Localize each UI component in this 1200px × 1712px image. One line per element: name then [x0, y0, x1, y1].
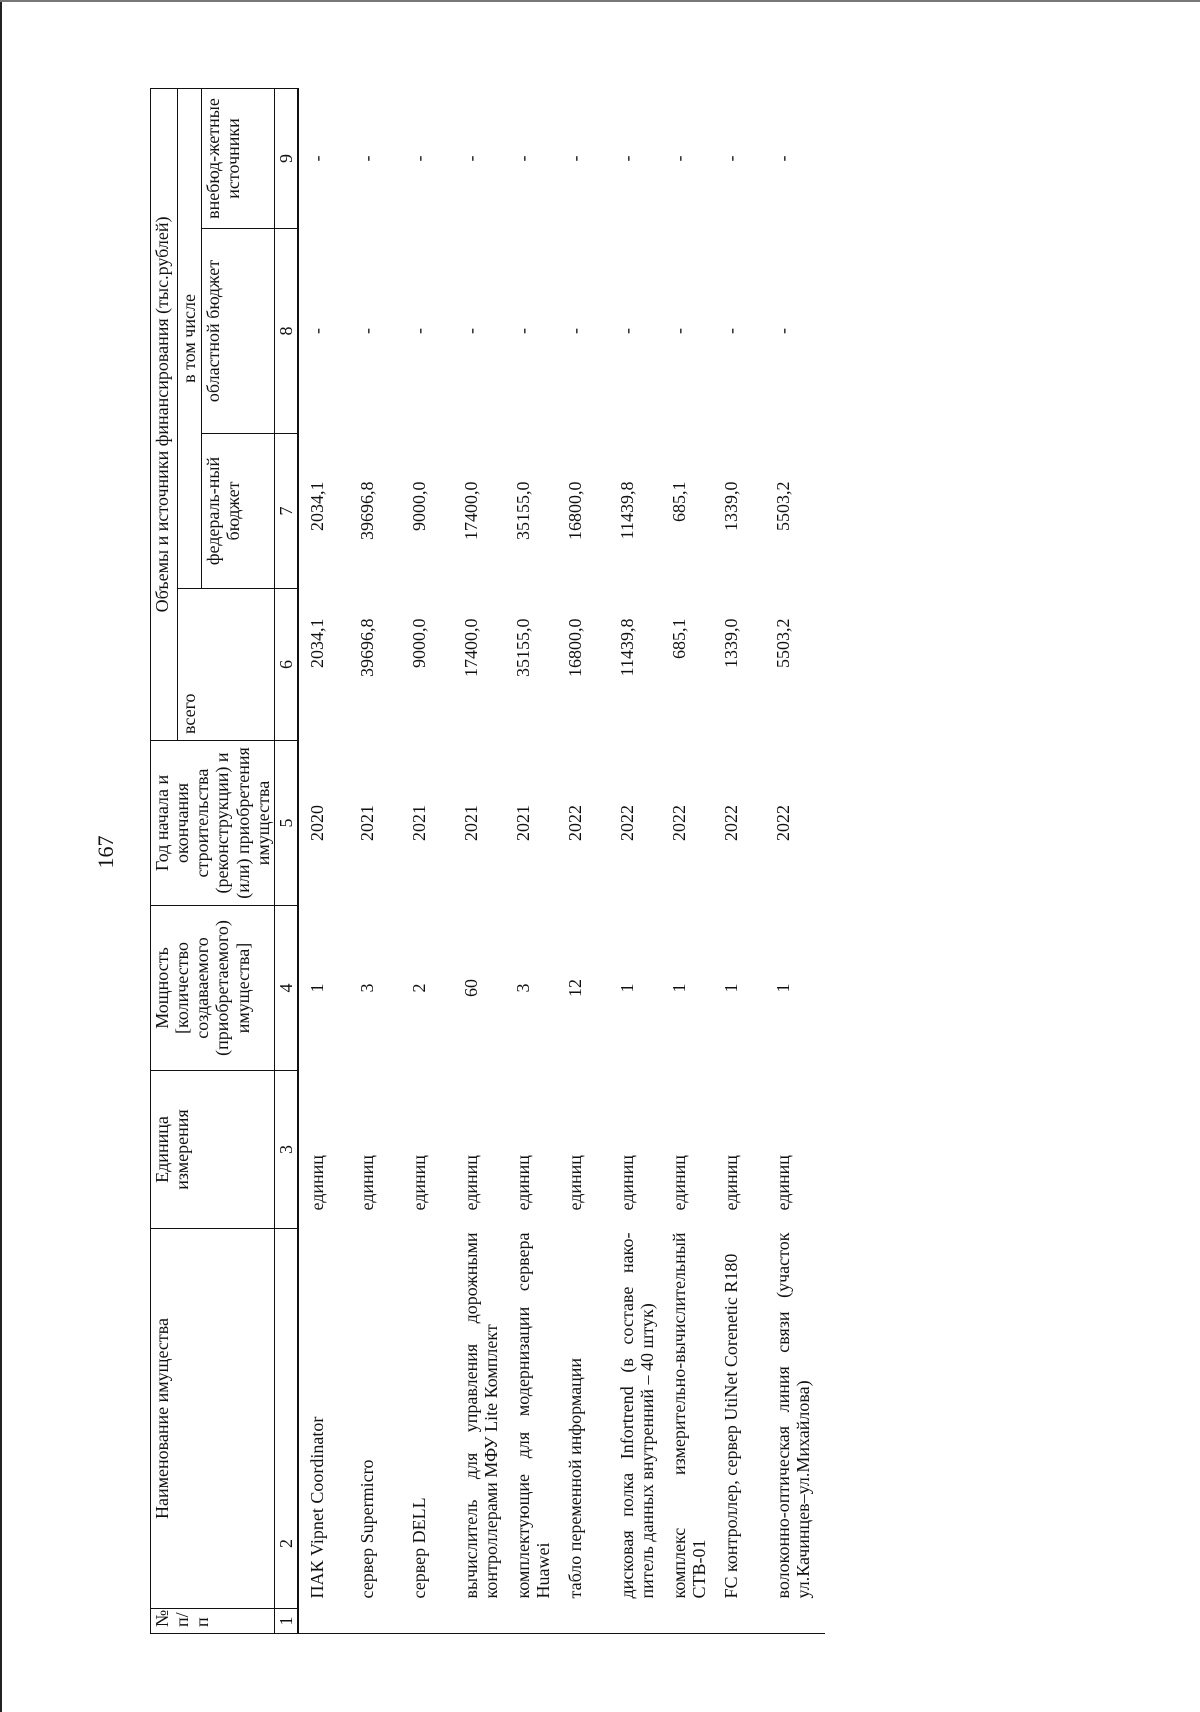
row-unit: единиц	[668, 1155, 689, 1211]
row-year: 2022	[772, 805, 793, 841]
row-name: FC контроллер, сервер UtiNet Corenetic R180	[720, 1253, 741, 1599]
row-num	[773, 1609, 825, 1634]
row-unit: единиц	[356, 1155, 377, 1211]
row-num	[409, 1609, 461, 1634]
row-federal: 16800,0	[564, 481, 585, 540]
header-unit: Единица измерения	[151, 1071, 275, 1229]
row-qty: 1	[306, 983, 327, 993]
row-extra: -	[460, 155, 481, 162]
table-row	[513, 88, 565, 1633]
row-federal: 1339,0	[720, 481, 741, 531]
row-qty: 1	[720, 983, 741, 993]
row-total: 35155,0	[512, 618, 533, 677]
header-total: всего	[178, 589, 275, 741]
row-qty: 3	[356, 983, 377, 993]
row-federal: 5503,2	[772, 481, 793, 531]
row-num	[461, 1609, 513, 1634]
row-num	[721, 1609, 773, 1634]
property-table	[150, 88, 825, 1634]
row-federal: 9000,0	[408, 481, 429, 531]
column-number: 9	[274, 88, 298, 228]
row-total: 17400,0	[460, 618, 481, 677]
row-num	[669, 1609, 721, 1634]
row-qty: 2	[408, 983, 429, 993]
table-row	[773, 88, 825, 1633]
row-federal: 2034,1	[306, 481, 327, 531]
row-total: 39696,8	[356, 618, 377, 677]
column-number: 7	[274, 434, 298, 589]
row-unit: единиц	[616, 1155, 637, 1211]
row-extra: -	[564, 155, 585, 162]
column-number: 4	[274, 906, 298, 1071]
row-qty: 3	[512, 983, 533, 993]
row-total: 1339,0	[720, 618, 741, 668]
table-row	[565, 88, 617, 1633]
row-total: 2034,1	[306, 618, 327, 668]
row-year: 2022	[720, 805, 741, 841]
row-federal: 17400,0	[460, 481, 481, 540]
row-regional: -	[668, 328, 689, 334]
table-row	[721, 88, 773, 1633]
row-total: 16800,0	[564, 618, 585, 677]
row-name: дисковая полка Infortrend (в составе нако-питель данных внутренний – 40 штук)	[616, 1232, 658, 1599]
row-year: 2021	[356, 805, 377, 841]
row-regional: -	[772, 328, 793, 334]
row-num	[357, 1609, 409, 1634]
table-body	[298, 88, 825, 1633]
column-number: 1	[274, 1609, 298, 1634]
table-row	[669, 88, 721, 1633]
row-total: 9000,0	[408, 618, 429, 668]
row-federal: 35155,0	[512, 481, 533, 540]
row-extra: -	[408, 155, 429, 162]
row-total: 685,1	[668, 618, 689, 659]
row-name: комплектующие для модернизации сервера Huawei	[512, 1232, 554, 1599]
row-qty: 1	[616, 983, 637, 993]
header-capacity: Мощность [количество создаваемого (приобретаемого) имущества]	[151, 906, 275, 1071]
row-year: 2022	[564, 805, 585, 841]
row-qty: 1	[772, 983, 793, 993]
table-header	[151, 88, 275, 1633]
page-number: 167	[93, 835, 118, 869]
row-regional: -	[460, 328, 481, 334]
row-federal: 11439,8	[616, 481, 637, 540]
scan-edge-top	[0, 0, 1200, 2]
row-extra: -	[306, 155, 327, 162]
header-federal: федераль-ный бюджет	[201, 434, 274, 589]
rotated-table-wrapper	[150, 89, 1200, 1634]
row-year: 2021	[408, 805, 429, 841]
row-unit: единиц	[564, 1155, 585, 1211]
column-number: 2	[274, 1229, 298, 1609]
scan-edge	[0, 0, 2, 1712]
row-unit: единиц	[772, 1155, 793, 1211]
row-regional: -	[512, 328, 533, 334]
column-number: 5	[274, 741, 298, 906]
row-extra: -	[720, 155, 741, 162]
row-extra: -	[772, 155, 793, 162]
header-including: в том числе	[178, 88, 202, 588]
row-qty: 12	[564, 979, 585, 997]
row-num	[617, 1609, 669, 1634]
row-name: ПАК Vipnet Coordinator	[306, 1416, 327, 1599]
row-qty: 60	[460, 979, 481, 997]
row-num	[513, 1609, 565, 1634]
row-regional: -	[616, 328, 637, 334]
row-year: 2022	[616, 805, 637, 841]
header-name: Наименование имущества	[151, 1229, 275, 1609]
table-row	[298, 88, 357, 1633]
row-name: комплекс измерительно-вычислительный СТВ-01	[668, 1232, 710, 1599]
row-num	[298, 1609, 357, 1634]
row-unit: единиц	[408, 1155, 429, 1211]
row-unit: единиц	[720, 1155, 741, 1211]
row-extra: -	[512, 155, 533, 162]
row-regional: -	[564, 328, 585, 334]
column-number: 8	[274, 229, 298, 434]
row-total: 11439,8	[616, 618, 637, 677]
column-number: 6	[274, 589, 298, 741]
table-row	[461, 88, 513, 1633]
row-regional: -	[408, 328, 429, 334]
table-row	[409, 88, 461, 1633]
row-name: вычислитель для управления дорожными контроллерами МФУ Lite Комплект	[460, 1232, 502, 1599]
row-regional: -	[356, 328, 377, 334]
row-total: 5503,2	[772, 618, 793, 668]
table-row	[617, 88, 669, 1633]
row-year: 2022	[668, 805, 689, 841]
header-num: № п/п	[151, 1609, 275, 1634]
row-extra: -	[356, 155, 377, 162]
row-extra: -	[616, 155, 637, 162]
row-qty: 1	[668, 983, 689, 993]
header-regional: областной бюджет	[201, 229, 274, 434]
row-num	[565, 1609, 617, 1634]
row-year: 2021	[460, 805, 481, 841]
row-regional: -	[720, 328, 741, 334]
header-funding: Объемы и источники финансирования (тыс.рублей)	[151, 88, 178, 740]
row-year: 2020	[306, 805, 327, 841]
row-name: волоконно-оптическая линия связи (участок ул.Качинцев–ул.Михайлова)	[772, 1232, 814, 1599]
row-name: сервер Supermicro	[356, 1459, 377, 1599]
table-row	[357, 88, 409, 1633]
row-extra: -	[668, 155, 689, 162]
row-year: 2021	[512, 805, 533, 841]
row-federal: 685,1	[668, 481, 689, 522]
row-unit: единиц	[460, 1155, 481, 1211]
column-number: 3	[274, 1071, 298, 1229]
row-federal: 39696,8	[356, 481, 377, 540]
column-numbers-row	[274, 88, 298, 1633]
row-unit: единиц	[306, 1155, 327, 1211]
row-unit: единиц	[512, 1155, 533, 1211]
header-year: Год начала и окончания строительства (реконструкции) и (или) приобретения имущества	[151, 741, 275, 906]
row-name: сервер DELL	[408, 1497, 429, 1599]
row-regional: -	[306, 328, 327, 334]
header-extrabudget: внебюд-жетные источники	[201, 88, 274, 228]
row-name: табло переменной информации	[564, 1358, 585, 1599]
